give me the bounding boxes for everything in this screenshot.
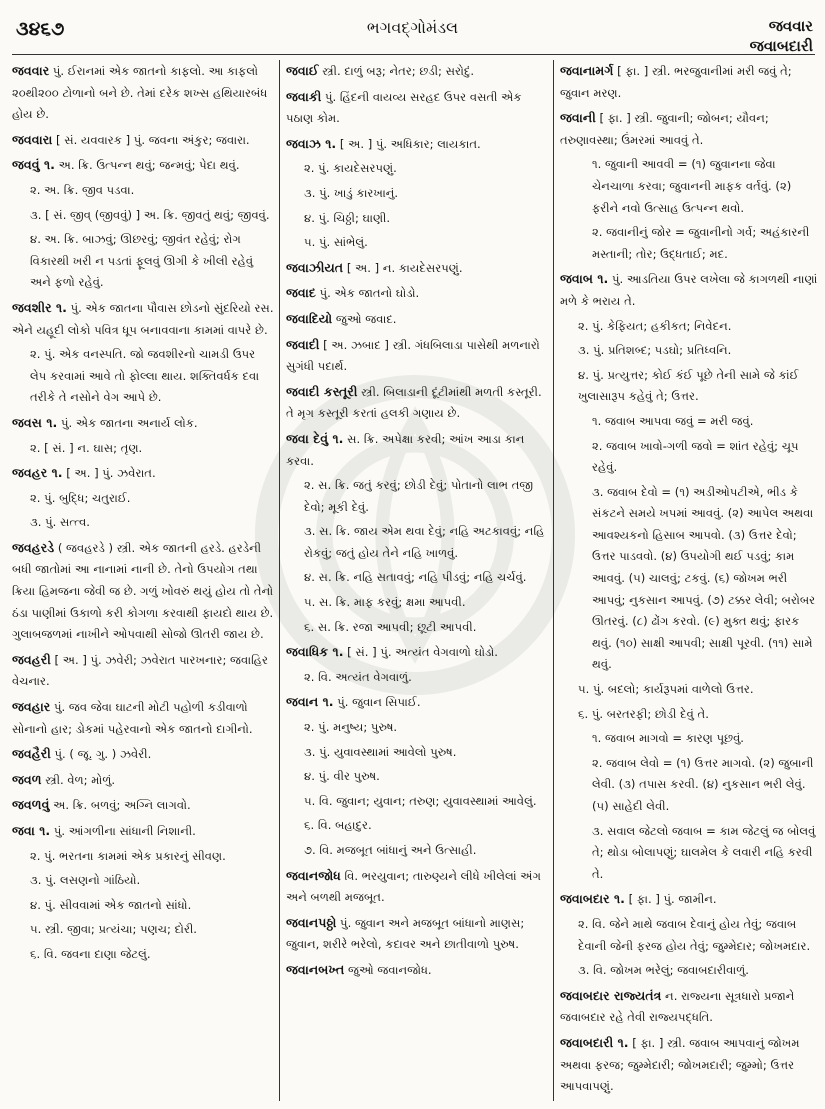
entry-sense <box>560 365 818 408</box>
dictionary-entry <box>560 985 818 1029</box>
dictionary-entry <box>286 60 548 83</box>
entry-text: ૨. સ. ક્રિ. જતું કરવું; છોડી દેવું; પોતાનો લાભ તજી દેવો; મૂકી દેવું. <box>304 478 534 514</box>
headword: જવાનજોધ <box>286 867 341 883</box>
entry-text: ૩. પું. સત્ત્વ. <box>30 515 90 530</box>
entry-text: સ્ત્રી. બિલાડાની દૂંટીમાંથી મળતી કસ્તૂરી. તે મૃગ કસ્તૂરી કરતાં હલકી ગણાય છે. <box>286 384 542 421</box>
dictionary-entry <box>286 86 548 130</box>
entry-text: ૩. પું. પ્રતિશબ્દ; પડઘો; પ્રતિધ્વનિ. <box>578 343 732 358</box>
headword: જવાદિયો <box>286 310 333 326</box>
dictionary-entry <box>286 865 548 909</box>
headword: જવાબદાર ૧. <box>560 891 625 907</box>
entry-sense <box>12 438 274 460</box>
dictionary-entry <box>560 107 818 151</box>
entry-text: પું. આડતિયા ઉપર લખેલા જે કાગળથી નાણાં મળે કે ભરાય તે. <box>560 272 818 308</box>
entry-text: ૩. સ. ક્રિ. જાય એમ થવા દેવું; નહિ અટકાવવું; નહિ રોકવું; જતું હોય તેને નહિ ખાળવું. <box>304 524 545 560</box>
entry-text: ૩. જવાબ દેવો = (૧) અડીઓપટીએ, ભીડ કે સંકટને સમયે ખપમાં આવવું. (૨) આપેલ અથવા આવશ્યકનો હિસાબ આપવો. (૩) ઉત્તર દેવો; ઉત્તર પાડવવો. (૪) ઉપયોગી થઈ પડવું; કામ આવવું. (૫) ચાલવું; ટકવું. (૬) જોખમ ભરી આપવું; નુકસાન આપવું. (૭) ટક્કર લેવી; બરોબર ઊતરવું. (૮) ઢોંગ કરવો. (૯) મુક્ત થવું; ફારક થવું. (૧૦) સાક્ષી આપવી; સાક્ષી પૂરવી. (૧૧) સામે થવું. <box>592 484 816 672</box>
dictionary-entry <box>12 462 274 485</box>
entry-sense <box>286 667 548 689</box>
entry-text: ૪. અ. ક્રિ. બાઝવું; ઊછરવું; જીવંત રહેવું; રોગ વિકારથી ખરી ન પડતાં ફૂલવું ઊગી કે ખીલી રહેવું અને ફળો રહેવું. <box>30 232 254 290</box>
entry-text: ૧. જુવાની આવવી = (૧) જુવાનના જેવા ચેનચાળા કરવા; જુવાનની માફક વર્તવું. (૨) ફરીને નવો ઉત્સાહ ઉત્પન્ન થવો. <box>592 157 792 215</box>
entry-sense <box>286 717 548 739</box>
dictionary-entry <box>560 888 818 911</box>
entry-text: ૫. પું. બદલો; કાર્યરૂપમાં વાળેલો ઉત્તર. <box>578 682 754 697</box>
entry-sense <box>12 229 274 294</box>
guide-word-last: જવાબદારી <box>749 37 813 55</box>
dictionary-entry <box>12 649 274 693</box>
entry-text: ૨. જવાનીનું જોર = જુવાનીનો ગર્વ; અહંકારની મસ્તાની; તોર; ઉદ્ધતાઈ; મદ. <box>592 225 810 261</box>
entry-text: ૨. વિ. અત્યંત વેગવાળું. <box>304 669 412 684</box>
entry-text: ૨. પું. એક વનસ્પતિ. જો જવશીરનો ચામડી ઉપર લેપ કરવામાં આવે તો ફોલ્લા થાય. શક્તિવર્ધક દવા તરીકે તે નસોને વેગ આપે છે. <box>30 347 260 405</box>
headword: જવાદી <box>286 336 320 352</box>
running-title: ભગવદ્ગોમંડલ <box>366 18 459 37</box>
entry-text: ૫. વિ. જુવાન; યુવાન; તરુણ; યુવાવસ્થામાં આવેલું. <box>304 793 537 808</box>
dictionary-entry <box>560 268 818 312</box>
headword: જવહર ૧. <box>12 465 63 481</box>
entry-sense <box>286 183 548 205</box>
entry-text: ૭. વિ. મજબૂત બાંધાનું અને ઉત્સાહી. <box>304 843 477 857</box>
entry-sense <box>286 232 548 254</box>
entry-text: અ. ક્રિ. બળવું; અગ્નિ લાગવો. <box>49 798 191 813</box>
entry-text: ૪. પું. પ્રત્યુત્તર; કોઈ કંઈ પૂછે તેની સામે જે કાંઈ ખુલાસારૂપ કહેવું તે; ઉત્તર. <box>578 367 799 404</box>
entry-text: ૫. પું. સાંભેલું. <box>304 235 368 250</box>
entry-text: ૪. સ. ક્રિ. નહિ સતાવવું; નહિ પીડવું; નહિ ચર્ચવું. <box>304 570 527 585</box>
headword: જવવું ૧. <box>12 157 55 173</box>
headword: જવા દેવું ૧. <box>286 430 344 446</box>
entry-text: ૪. પું. ચિઠ્ઠી; ઘાણી. <box>304 210 391 225</box>
entry-sense <box>560 728 818 750</box>
headword: જવાન ૧. <box>286 694 334 710</box>
entry-text: [ સં. ] પું. અત્યંત વેગવાળો ઘોડો. <box>343 645 498 660</box>
headword: જવાકી <box>286 88 322 104</box>
entry-sense <box>286 742 548 764</box>
entry-sense <box>560 821 818 886</box>
entry-sense <box>286 521 548 564</box>
dictionary-entry <box>286 308 548 331</box>
entry-text: સ્ત્રી. દાળું બરૂ; નેતર; છડી; સરોદું. <box>318 64 475 78</box>
headword: જવસ ૧. <box>12 414 58 430</box>
dictionary-entry <box>286 282 548 305</box>
entry-sense <box>12 205 274 227</box>
entry-text: પું. એક જાતના પૌવાસ છોડનો સુંદરિયો રસ. એને યહૂદી લોકો પવિત્ર ધૂપ બનાવવાના કામમાં વાપરે છે. <box>12 300 274 337</box>
entry-sense <box>286 475 548 518</box>
dictionary-entry <box>286 133 548 156</box>
entry-sense <box>286 158 548 180</box>
dictionary-entry <box>12 297 274 341</box>
entry-text: ૨. જવાબ ખાવો-ગળી જવો = શાંત રહેવું; ચૂપ રહેવું. <box>592 438 799 475</box>
entry-text: ૩. [ સં. જીવ્ (જીવવું) ] અ. ક્રિ. જીવતું થવું; જીવવું. <box>30 207 270 222</box>
dictionary-entry <box>286 257 548 280</box>
headword: જવા ૧. <box>12 823 51 838</box>
dictionary-entry <box>12 769 274 792</box>
entry-sense <box>12 846 274 868</box>
entry-sense <box>560 340 818 362</box>
entry-text: ૨. પું. કેફિયત; હકીકત; નિવેદન. <box>578 318 732 333</box>
headword: જવાઝીયત <box>286 259 344 275</box>
headword: જવહરી <box>12 651 51 667</box>
dictionary-entry <box>12 537 274 646</box>
entry-text: ૨. અ. ક્રિ. જીવ પડવા. <box>30 182 135 197</box>
entry-text: ૩. સવાલ જેટલો જવાબ = કામ જેટલું જ બોલવું તે; થોડા બોલાપણું; ઘાલમેલ કે લવારી નહિ કરવી તે. <box>592 823 816 881</box>
entry-text: ૨. જવાબ લેવો = (૧) ઉત્તર માગવો. (૨) જુબાની લેવી. (૩) તપાસ કરવી. (૪) નુકસાન ભરી લેવું. (૫) સાહેદી લેવી. <box>592 755 814 813</box>
entry-text: [ ફા. ] સ્ત્રી. ભરજુવાનીમાં મરી જવું તે; જુવાન મરણ. <box>560 64 792 100</box>
entry-text: પું. જુવાન સિપાઈ. <box>333 695 421 710</box>
entry-text: ૬. વિ. બહાદુર. <box>304 818 372 833</box>
entry-text: પું. આંગળીના સાંધાની નિશાની. <box>50 824 196 838</box>
dictionary-entry <box>12 696 274 740</box>
entry-text: [ ફા. ] સ્ત્રી. જુવાની; જોબન; યૌવન; તરુણાવસ્થા; ઉંમરમાં આવવું તે. <box>560 111 769 147</box>
entry-text: [ અ. ઝબાદ ] સ્ત્રી. ગંધબિલાડા પાસેથી મળનારો સુગંધી પદાર્થ. <box>286 337 540 374</box>
entry-text: પું. ઈરાનમાં એક જાતનો કાફલો. આ કાફલો ૨૦થી૨૦૦ ટોળાનો બને છે. તેમાં દરેક શખ્સ હથિયારબંધ હોય છે. <box>12 64 268 122</box>
headword: જવાબદારી ૧. <box>560 1034 629 1050</box>
entry-text: ૩. પું. લસણનો ગાંઠિયો. <box>30 873 141 888</box>
entry-text: સ્ત્રી. વેળ; મોળું. <box>41 772 116 787</box>
entry-text: પું. એક જાતના અનાર્ય લોક. <box>57 415 198 430</box>
entry-sense <box>560 704 818 726</box>
entry-sense <box>12 944 274 966</box>
dictionary-entry <box>12 129 274 152</box>
entry-text: ૨. પું. બુદ્ધિ; ચતુરાઈ. <box>30 490 131 505</box>
dictionary-entry <box>286 428 548 472</box>
entry-text: અ. ક્રિ. ઉત્પન્ન થવું; જન્મવું; પેદા થવું. <box>54 158 240 173</box>
entry-sense <box>12 895 274 917</box>
dictionary-entry <box>12 743 274 766</box>
headword: જવહરડે <box>12 539 55 555</box>
entry-sense <box>560 482 818 676</box>
entry-sense <box>12 870 274 892</box>
entry-column-2 <box>286 60 548 1101</box>
entry-text: ૪. પું. વીર પુરુષ. <box>304 769 380 784</box>
entry-text: પું. જુવાન અને મજબૂત બાંધાનો માણસ; જુવાન, શરીરે ભરેલો, કદાવર અને છાતીવાળો પુરુષ. <box>286 915 525 952</box>
entry-sense <box>286 567 548 589</box>
entry-sense <box>560 960 818 982</box>
entry-sense <box>286 791 548 813</box>
header-rule <box>12 54 815 55</box>
headword: જવાનપઠ્ઠો <box>286 914 337 930</box>
dictionary-entry <box>12 60 274 126</box>
entry-sense <box>12 344 274 409</box>
entry-sense <box>560 436 818 479</box>
headword: જવળ <box>12 771 42 787</box>
entry-column-1 <box>12 60 274 1101</box>
entry-text: ૨. [ સં. ] ન. ઘાસ; તૃણ. <box>30 440 143 455</box>
entry-sense <box>560 753 818 818</box>
entry-text: ૨. પું. મનુષ્ય; પુરુષ. <box>304 720 398 735</box>
column-rule <box>279 60 280 1101</box>
entry-text: [ અ. ] પું. અધિકાર; લાયકાત. <box>336 136 481 151</box>
entry-text: ૩. પું. ખાડું કારખાનું. <box>304 185 399 200</box>
entry-text: [ સં. યવવારક ] પું. જવના અંકુર; જવારા. <box>52 132 250 147</box>
dictionary-entry <box>560 1032 818 1098</box>
entry-text: પું. એક જાતનો ઘોડો. <box>315 286 420 301</box>
entry-text: જુઓ જવાનજોધ. <box>344 962 432 977</box>
entry-text: [ ફા. ] સ્ત્રી. જવાબ આપવાનું જોખમ અથવા ફરજ; જુમ્મેદારી; જોખમદારી; જુમ્મો; ઉત્તર આપવાપણું. <box>560 1035 800 1094</box>
entry-text: [ અ. ] પું. ઝવેરી; ઝવેરાત પારખનાર; જવાહિર વેચનાર. <box>12 652 268 689</box>
headword: જવાધિક ૧. <box>286 644 344 660</box>
entry-sense <box>12 488 274 510</box>
entry-text: જુઓ જવાદ. <box>332 311 397 326</box>
entry-text: ૧. જવાબ માગવો = કારણ પૂછવું. <box>592 731 744 746</box>
entry-text: ૫. સ્ત્રી. જીવા; પ્રત્યંચા; પણચ; દોરી. <box>30 922 197 937</box>
entry-text: ( જવહરડે ) સ્ત્રી. એક જાતની હરડે. હરડેની બધી જાતોમાં આ નાનામાં નાની છે. તેનો ઉપયોગ તથા ક્રિયા હિમજના જેવી જ છે. ગળું ખોવરું થયું હોય તો તેનો ઠંડા પાણીમાં ઉકાળો કરી કોગળા કરવાથી ફાયદો થાય છે. ગુલાબજળમાં નાખીને ઓપવાથી સોજો ઊતરી જાય છે. <box>12 540 274 642</box>
entry-text: ૬. સ. ક્રિ. રજા આપવી; છૂટી આપવી. <box>304 619 477 634</box>
headword: જવવારા <box>12 131 53 147</box>
entry-text: ન. રાજ્યના સૂત્રધારો પ્રજાને જવાબદાર રહે તેવી રાજ્યપદ્ધતિ. <box>560 988 795 1025</box>
entry-text: સ. ક્રિ. અપેક્ષા કરવી; આંખ આડા કાન કરવા. <box>286 431 525 468</box>
entry-text: પું. ( જૂ. ગુ. ) ઝવેરી. <box>50 747 152 762</box>
dictionary-entry <box>286 912 548 956</box>
headword: જવવાર <box>12 63 50 78</box>
dictionary-entry <box>286 691 548 714</box>
entry-text: ૬. વિ. જવના દાણા જેટલું. <box>30 946 151 961</box>
dictionary-entry <box>12 412 274 435</box>
headword: જવાનામર્ગ <box>560 63 614 78</box>
guide-words <box>750 16 813 56</box>
headword: જવાઈ <box>286 63 319 78</box>
entry-sense <box>560 411 818 433</box>
headword: જવાદી કસ્તૂરી <box>286 383 358 399</box>
dictionary-entry <box>12 820 274 843</box>
entry-text: [ અ. ] ન. કાયદેસરપણું. <box>343 260 463 275</box>
dictionary-entry <box>286 334 548 378</box>
entry-text: ૧. જવાબ આપવા જવું = મરી જવું. <box>592 413 754 428</box>
entry-sense <box>286 592 548 614</box>
headword: જવાનબખ્ત <box>286 961 345 977</box>
dictionary-entry <box>286 381 548 425</box>
guide-word-first: જવવાર <box>768 17 813 35</box>
entry-text: ૨. વિ. જેને માથે જવાબ દેવાનું હોય તેવું; જવાબ દેવાની જેની ફરજ હોય તેવું; જુમ્મેદાર; જોખમદાર. <box>578 916 811 953</box>
dictionary-entry <box>286 959 548 982</box>
entry-sense <box>560 914 818 957</box>
headword: જવાબ ૧. <box>560 271 609 287</box>
entry-text: ૩. વિ. જોખમ ભરેલું; જવાબદારીવાળું. <box>578 963 749 978</box>
headword: જવળવું <box>12 797 50 813</box>
headword: જવશીર ૧. <box>12 299 67 315</box>
dictionary-entry <box>286 641 548 664</box>
entry-sense <box>560 222 818 265</box>
entry-sense <box>560 154 818 219</box>
entry-sense <box>560 316 818 338</box>
dictionary-entry <box>12 154 274 177</box>
entry-sense <box>286 840 548 862</box>
entry-sense <box>12 512 274 534</box>
entry-text: ૩. પું. યુવાવસ્થામાં આવેલો પુરુષ. <box>304 744 457 759</box>
entry-sense <box>12 180 274 202</box>
entry-text: વિ. ભરયુવાન; તારુણ્યને લીધે ખીલેલાં અંગ અને બળથી મજબૂત. <box>286 868 541 905</box>
entry-text: પું. હિંદની વાયવ્ય સરહદ ઉપર વસતી એક પઠાણ કોમ. <box>286 89 522 126</box>
entry-sense <box>560 679 818 701</box>
entry-sense <box>12 919 274 941</box>
column-rule <box>553 60 554 1101</box>
headword: જવાની <box>560 110 596 126</box>
entry-column-3 <box>560 60 818 1101</box>
headword: જવાબદાર રાજ્યતંત્ર <box>560 987 662 1003</box>
entry-text: પું. જવ જેવા ઘાટની મોટી પહોળી કડીવાળો સોનાનો હાર; ડોકમાં પહેરવાનો એક જાતનો દાગીનો. <box>12 700 253 736</box>
entry-sense <box>286 617 548 639</box>
entry-text: ૨. પું. કાયદેસરપણું. <box>304 161 397 176</box>
entry-text: ૨. પું. ભરતના કામમાં એક પ્રકારનું સીવણ. <box>30 848 226 863</box>
entry-text: ૪. પું. સીવવામાં એક જાતનો સાંધો. <box>30 897 192 912</box>
headword: જવાદ <box>286 285 316 301</box>
entry-text: [ ફા. ] પું. જામીન. <box>624 892 717 907</box>
entry-sense <box>286 208 548 230</box>
headword: જવહાર <box>12 699 51 715</box>
dictionary-entry <box>560 60 818 104</box>
page-number: ૩૪૬૭ <box>16 18 65 40</box>
entry-sense <box>286 766 548 788</box>
entry-sense <box>286 815 548 837</box>
entry-text: ૬. પું. બરતરફી; છોડી દેવું તે. <box>578 706 709 721</box>
headword: જવાઝ ૧. <box>286 135 337 151</box>
entry-text: ૫. સ. ક્રિ. માફ કરવું; ક્ષમા આપવી. <box>304 595 466 610</box>
headword: જવહૈરી <box>12 746 51 762</box>
entry-text: [ અ. ] પું. ઝવેરાત. <box>62 466 156 481</box>
dictionary-entry <box>12 794 274 817</box>
